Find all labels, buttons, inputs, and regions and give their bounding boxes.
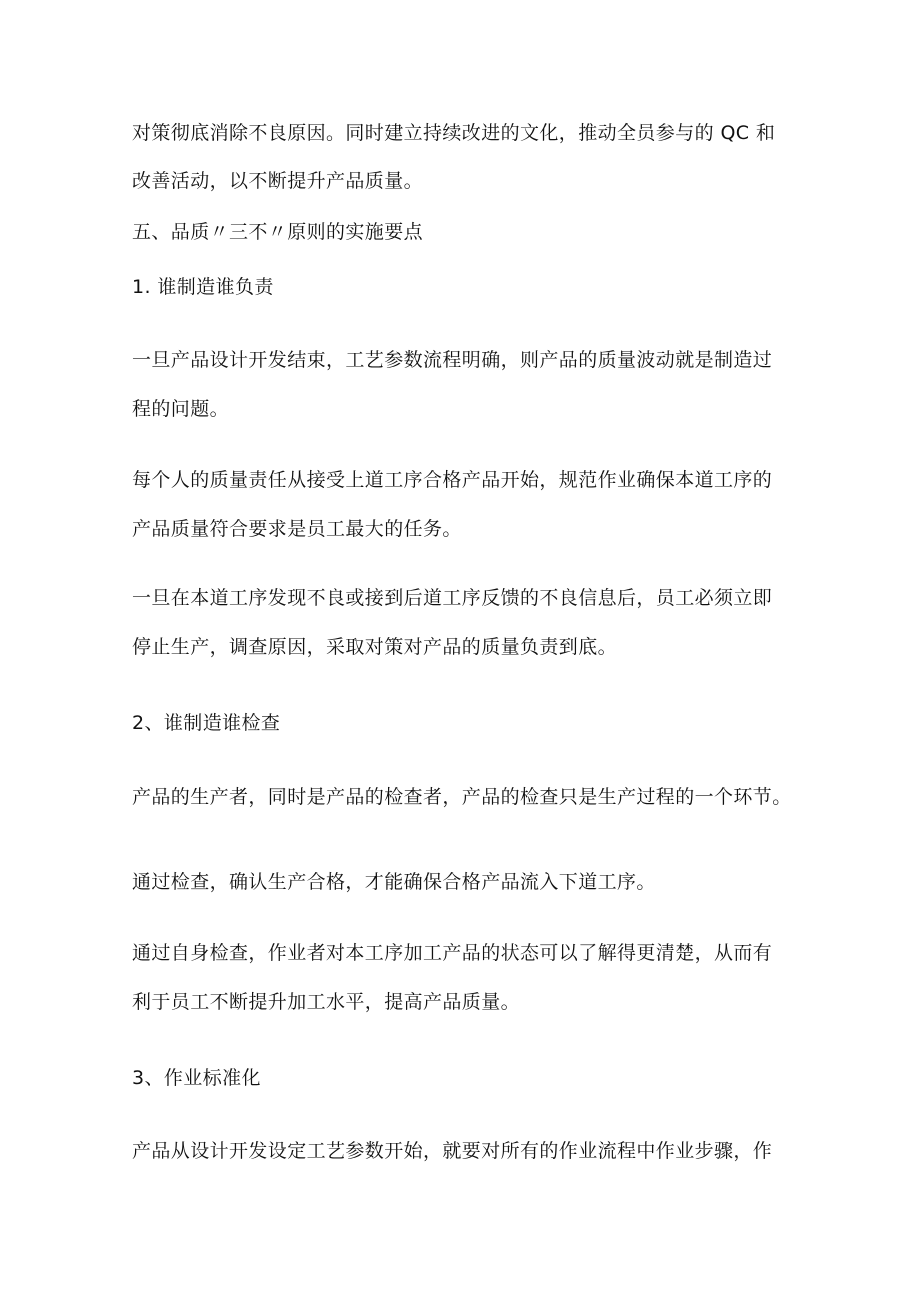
paragraph-line: 对策彻底消除不良原因。同时建立持续改进的文化，推动全员参与的 QC 和 <box>132 122 776 144</box>
subsection-heading: 1. 谁制造谁负责 <box>132 276 274 298</box>
paragraph-line: 程的问题。 <box>132 398 230 420</box>
paragraph-line: 一旦产品设计开发结束，工艺参数流程明确，则产品的质量波动就是制造过 <box>132 349 773 371</box>
subsection-heading: 3、作业标准化 <box>132 1067 261 1089</box>
paragraph-line: 产品从设计开发设定工艺参数开始，就要对所有的作业流程中作业步骤，作 <box>132 1140 773 1162</box>
paragraph-line: 每个人的质量责任从接受上道工序合格产品开始，规范作业确保本道工序的 <box>132 469 773 491</box>
paragraph-line: 产品的生产者，同时是产品的检查者，产品的检查只是生产过程的一个环节。 <box>132 786 792 808</box>
section-heading: 五、品质〃三不〃原则的实施要点 <box>132 221 424 243</box>
paragraph-line: 利于员工不断提升加工水平，提高产品质量。 <box>132 991 521 1013</box>
subsection-heading: 2、谁制造谁检查 <box>132 712 281 734</box>
paragraph-line: 一旦在本道工序发现不良或接到后道工序反馈的不良信息后，员工必须立即 <box>132 587 773 609</box>
paragraph-line: 产品质量符合要求是员工最大的任务。 <box>132 518 462 540</box>
paragraph-line: 通过检查，确认生产合格，才能确保合格产品流入下道工序。 <box>132 871 656 893</box>
paragraph-line: 改善活动，以不断提升产品质量。 <box>132 170 424 192</box>
paragraph-line: 停止生产，调查原因，采取对策对产品的质量负责到底。 <box>132 636 618 658</box>
paragraph-line: 通过自身检查，作业者对本工序加工产品的状态可以了解得更清楚，从而有 <box>132 942 773 964</box>
